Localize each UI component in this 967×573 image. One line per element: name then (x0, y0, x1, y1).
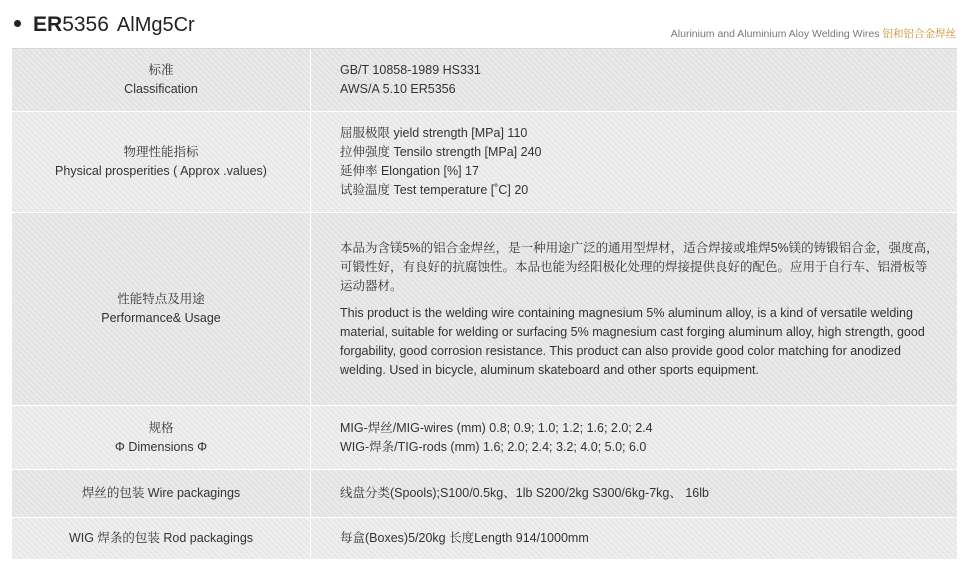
label-text: 焊丝的包装 Wire packagings (81, 486, 241, 500)
row-label (12, 470, 311, 517)
page-header (0, 0, 967, 46)
spec-row-dimensions (12, 406, 957, 470)
row-value (311, 518, 957, 559)
row-value (311, 213, 957, 405)
label-chinese: 规格 (148, 420, 174, 435)
row-value (311, 49, 957, 111)
row-label (12, 49, 311, 111)
product-code-prefix: ER (33, 13, 63, 36)
row-label (12, 112, 311, 212)
alloy-designation: AlMg5Cr (116, 14, 195, 36)
label-english: Physical prosperities ( Approx .values) (55, 164, 267, 178)
product-code-number: 5356 (62, 13, 109, 36)
label-english: Performance& Usage (101, 311, 221, 325)
spec-row-wire-packaging (12, 470, 957, 518)
row-label (12, 406, 311, 469)
label-chinese: 性能特点及用途 (117, 292, 205, 306)
spec-row-performance-usage (12, 213, 957, 406)
spec-row-physical-properties (12, 112, 957, 213)
value-line: 延伸率 Elongation [%] 17 (340, 164, 479, 178)
category-tagline (671, 26, 956, 41)
tagline-english: Alurinium and Aluminium Aloy Welding Wires (670, 28, 880, 40)
value-line: 试验温度 Test temperature [˚C] 20 (340, 183, 529, 197)
value-line: WIG-焊条/TIG-rods (mm) 1.6; 2.0; 2.4; 3.2; 4.0; 5.0; 6.0 (340, 439, 647, 454)
value-line: 线盘分类(Spools);S100/0.5kg、1lb S200/2kg S300/6kg-7kg、 16lb (340, 486, 709, 500)
value-line: MIG-焊丝/MIG-wires (mm) 0.8; 0.9; 1.0; 1.2; 1.6; 2.0; 2.4 (340, 420, 653, 435)
row-value (311, 470, 957, 517)
spec-row-rod-packaging (12, 518, 957, 560)
row-label (12, 518, 311, 559)
description-english: This product is the welding wire containing magnesium 5% aluminum alloy, is a kind of versatile welding material, suitable for welding or surfacing 5% magnesium cast forging aluminum alloy, high strength, good forgability, good corrosion resistance. This product can also provide good color matching for anodized welding. Used in bicycle, aluminum skateboard and other sports equipment. (340, 305, 925, 377)
spec-row-classification (12, 49, 957, 112)
label-chinese: 物理性能指标 (123, 145, 199, 159)
product-title (33, 12, 195, 38)
value-line: 屈服极限 yield strength [MPa] 110 (340, 126, 528, 140)
description-chinese: 本品为含镁5%的铝合金焊丝，是一种用途广泛的通用型焊材，适合焊接或堆焊5%镁的铸锻铝合金，强度高，可锻性好，有良好的抗腐蚀性。本品也能为经阳极化处理的焊接提供良好的配色。应用于自行车、铝滑板等运动器材。 (340, 240, 939, 293)
value-line: 拉伸强度 Tensilo strength [MPa] 240 (340, 145, 542, 159)
label-chinese: 标准 (148, 63, 174, 77)
row-value (311, 406, 957, 469)
label-text: WIG 焊条的包装 Rod packagings (68, 531, 254, 545)
value-line: GB/T 10858-1989 HS331 (340, 63, 481, 77)
spec-table (12, 48, 957, 560)
row-label (12, 213, 311, 405)
value-line: 每盒(Boxes)5/20kg 长度Length 914/1000mm (340, 531, 589, 545)
label-english: Classification (124, 82, 198, 96)
label-english: Φ Dimensions Φ (114, 439, 208, 454)
row-value (311, 112, 957, 212)
tagline-chinese: 铝和铝合金焊丝 (882, 28, 956, 40)
bullet-dot (14, 20, 21, 27)
value-line: AWS/A 5.10 ER5356 (340, 82, 456, 96)
